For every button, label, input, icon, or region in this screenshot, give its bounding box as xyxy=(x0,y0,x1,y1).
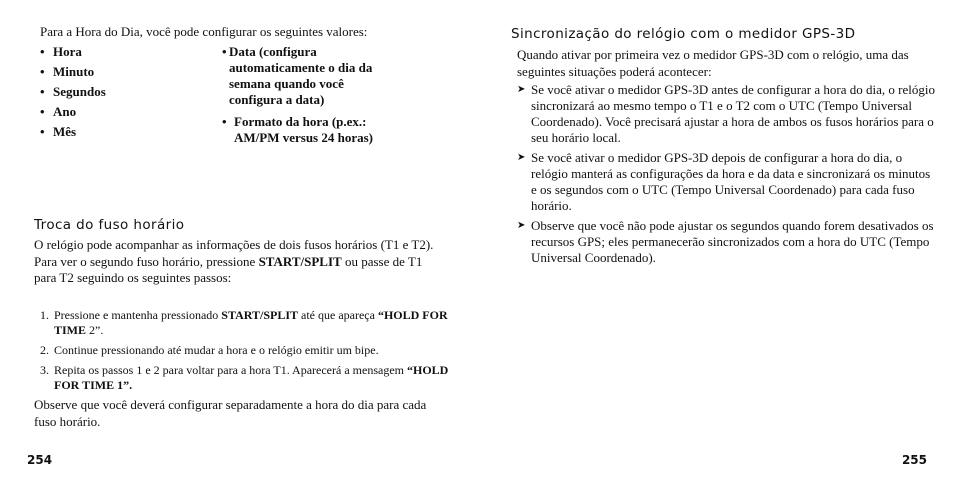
time-values-list-right xyxy=(222,44,382,152)
step-text: Continue pressionando até mudar a hora e o relógio emitir um bipe. xyxy=(54,343,379,357)
paragraph-text: ou passe de T1 para T2 seguindo os seguintes passos: xyxy=(34,253,423,285)
gps-sync-list xyxy=(517,82,937,270)
display-message: “HOLD FOR TIME 1”. xyxy=(54,363,449,392)
section-heading-time-zone: Troca do fuso horário xyxy=(34,217,185,233)
step-text: Pressione e mantenha pressionado xyxy=(54,308,222,322)
paragraph-text: O relógio pode acompanhar as informações de dois fusos horários (T1 e T2). Para ver o segundo fuso horário, pressione xyxy=(34,237,434,269)
list-item xyxy=(517,218,937,266)
step-item xyxy=(34,363,454,393)
list-item-text: Se você ativar o medidor GPS-3D antes de configurar a hora do dia, o relógio sincronizará ao mesmo tempo o T1 e o T2 com o UTC (Tempo Universal Coordenado). Você precisará ajustar a hora de ambos os fusos horários para o seu horário local. xyxy=(531,82,935,145)
section-heading-gps-sync: Sincronização do relógio com o medidor GPS-3D xyxy=(511,26,856,42)
step-number: 3. xyxy=(40,363,49,377)
step-text: Repita os passos 1 e 2 para voltar para a hora T1. Aparecerá a mensagem xyxy=(54,363,407,377)
time-zone-steps xyxy=(34,308,454,398)
list-item: • Hora xyxy=(40,44,106,60)
list-item: • Data (configura automaticamente o dia da semana quando você configura a data) xyxy=(222,44,382,108)
time-zone-paragraph xyxy=(34,237,444,287)
arrow-bullet-icon: ➤ xyxy=(517,84,526,95)
step-item xyxy=(34,343,454,358)
button-name-start-split: START/SPLIT xyxy=(221,308,299,322)
step-item xyxy=(34,308,454,338)
list-item-text: Se você ativar o medidor GPS-3D depois de configurar a hora do dia, o relógio manterá as configurações da hora e da data e sincronizará os minutos e os segundos com o UTC (Tempo Universal Coordenado) para cada fuso horário. xyxy=(531,150,931,213)
gps-sync-intro: Quando ativar por primeira vez o medidor GPS-3D com o relógio, uma das seguintes situações poderá acontecer: xyxy=(517,47,909,79)
step-text: 2”. xyxy=(86,323,104,337)
time-zone-note: Observe que você deverá configurar separadamente a hora do dia para cada fuso horário. xyxy=(34,397,427,429)
list-item xyxy=(517,150,937,214)
arrow-bullet-icon: ➤ xyxy=(517,152,526,163)
display-message: “HOLD FOR TIME xyxy=(54,308,448,337)
right-page xyxy=(477,0,954,477)
page-number: 254 xyxy=(27,453,53,467)
list-item: • Mês xyxy=(40,124,106,140)
list-item: • Minuto xyxy=(40,64,106,80)
list-item: • Segundos xyxy=(40,84,106,100)
list-item: • Ano xyxy=(40,104,106,120)
step-text: até que apareça xyxy=(298,308,378,322)
step-number: 1. xyxy=(40,308,49,322)
list-item xyxy=(517,82,937,146)
time-of-day-intro: Para a Hora do Dia, você pode configurar os seguintes valores: xyxy=(40,24,368,39)
arrow-bullet-icon: ➤ xyxy=(517,220,526,231)
list-item-text: Observe que você não pode ajustar os segundos quando forem desativados os recursos GPS; eles permanecerão sincronizados com a hora do UTC (Tempo Universal Coordenado). xyxy=(531,218,934,265)
page-number: 255 xyxy=(901,453,927,467)
time-values-list-left xyxy=(40,44,106,144)
list-item: • Formato da hora (p.ex.: AM/PM versus 24 horas) xyxy=(222,114,382,146)
button-name-start-split: START/SPLIT xyxy=(258,253,342,269)
step-number: 2. xyxy=(40,343,49,357)
